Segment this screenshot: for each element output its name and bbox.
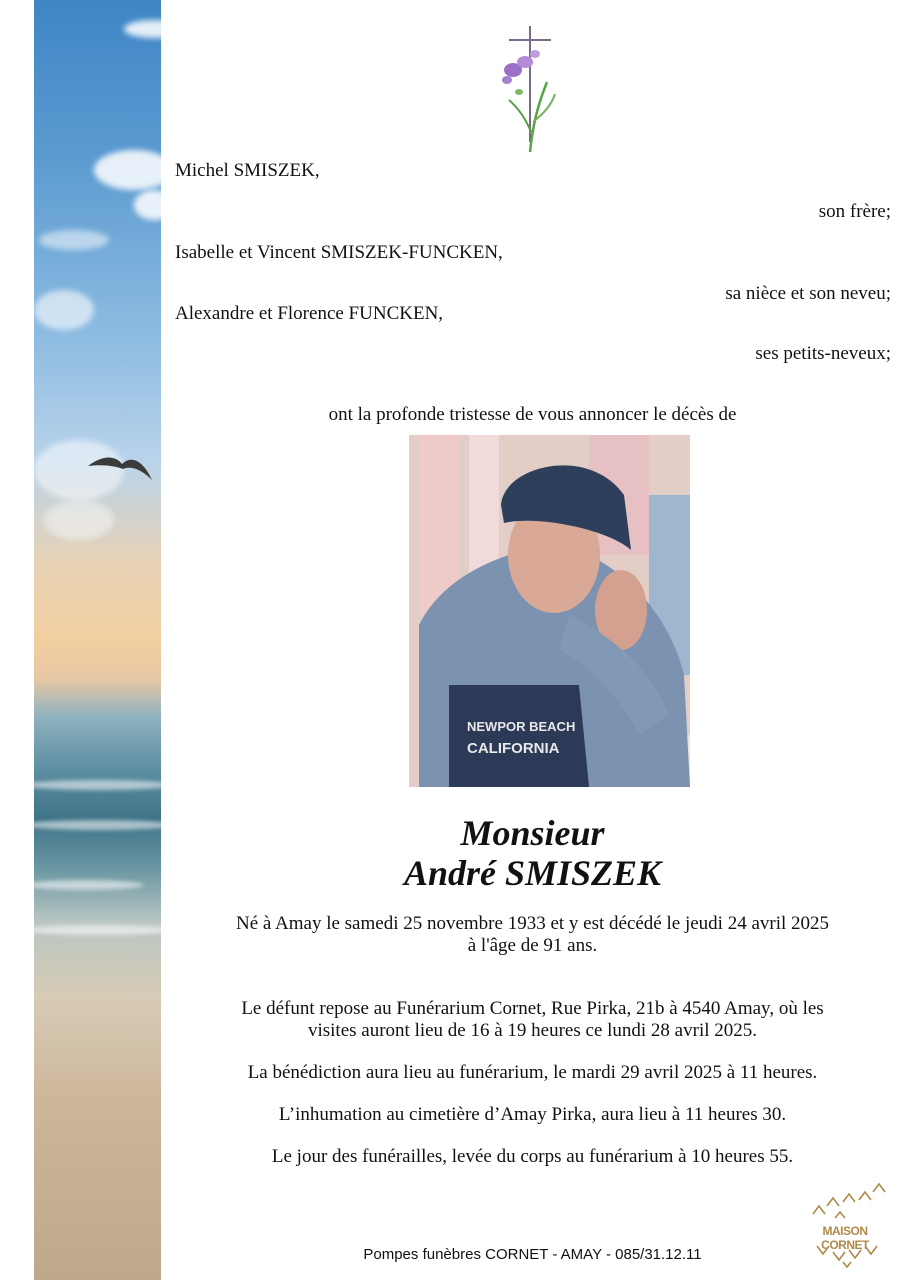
departure-text: Le jour des funérailles, levée du corps au funérarium à 10 heures 55. <box>271 1146 794 1167</box>
deceased-portrait <box>409 435 690 787</box>
family-member-1: Michel SMISZEK, <box>175 160 320 181</box>
blessing-text: La bénédiction aura lieu au funérarium, le mardi 29 avril 2025 à 11 heures. <box>247 1062 818 1083</box>
family-relation-2: sa nièce et son neveu; <box>725 283 891 304</box>
repose-line-2: visites auront lieu de 16 à 19 heures ce lundi 28 avril 2025. <box>307 1020 758 1041</box>
deceased-name: André SMISZEK <box>403 853 662 893</box>
family-relation-3: ses petits-neveux; <box>755 343 891 364</box>
announcement-text: ont la profonde tristesse de vous annoncer le décès de <box>328 404 737 425</box>
footer-contact: Pompes funèbres CORNET - AMAY - 085/31.12.11 <box>363 1246 702 1263</box>
cross-flower-icon <box>495 22 565 154</box>
seaside-banner-image <box>34 0 161 1280</box>
seagull-icon <box>86 448 156 484</box>
deceased-honorific: Monsieur <box>460 813 605 853</box>
family-relation-1: son frère; <box>818 201 891 222</box>
burial-text: L’inhumation au cimetière d’Amay Pirka, aura lieu à 11 heures 30. <box>278 1104 787 1125</box>
logo-text: MAISON CORNET <box>821 1224 869 1252</box>
family-member-3: Alexandre et Florence FUNCKEN, <box>175 303 444 324</box>
sweatshirt-text-1: NEWPOR BEACH <box>467 719 576 734</box>
birth-death-line-2: à l'âge de 91 ans. <box>467 935 598 956</box>
birth-death-line-1: Né à Amay le samedi 25 novembre 1933 et y est décédé le jeudi 24 avril 2025 <box>235 913 830 934</box>
family-member-2: Isabelle et Vincent SMISZEK-FUNCKEN, <box>175 242 503 263</box>
repose-line-1: Le défunt repose au Funérarium Cornet, Rue Pirka, 21b à 4540 Amay, où les <box>241 998 824 1019</box>
sweatshirt-text-2: CALIFORNIA <box>467 740 560 757</box>
